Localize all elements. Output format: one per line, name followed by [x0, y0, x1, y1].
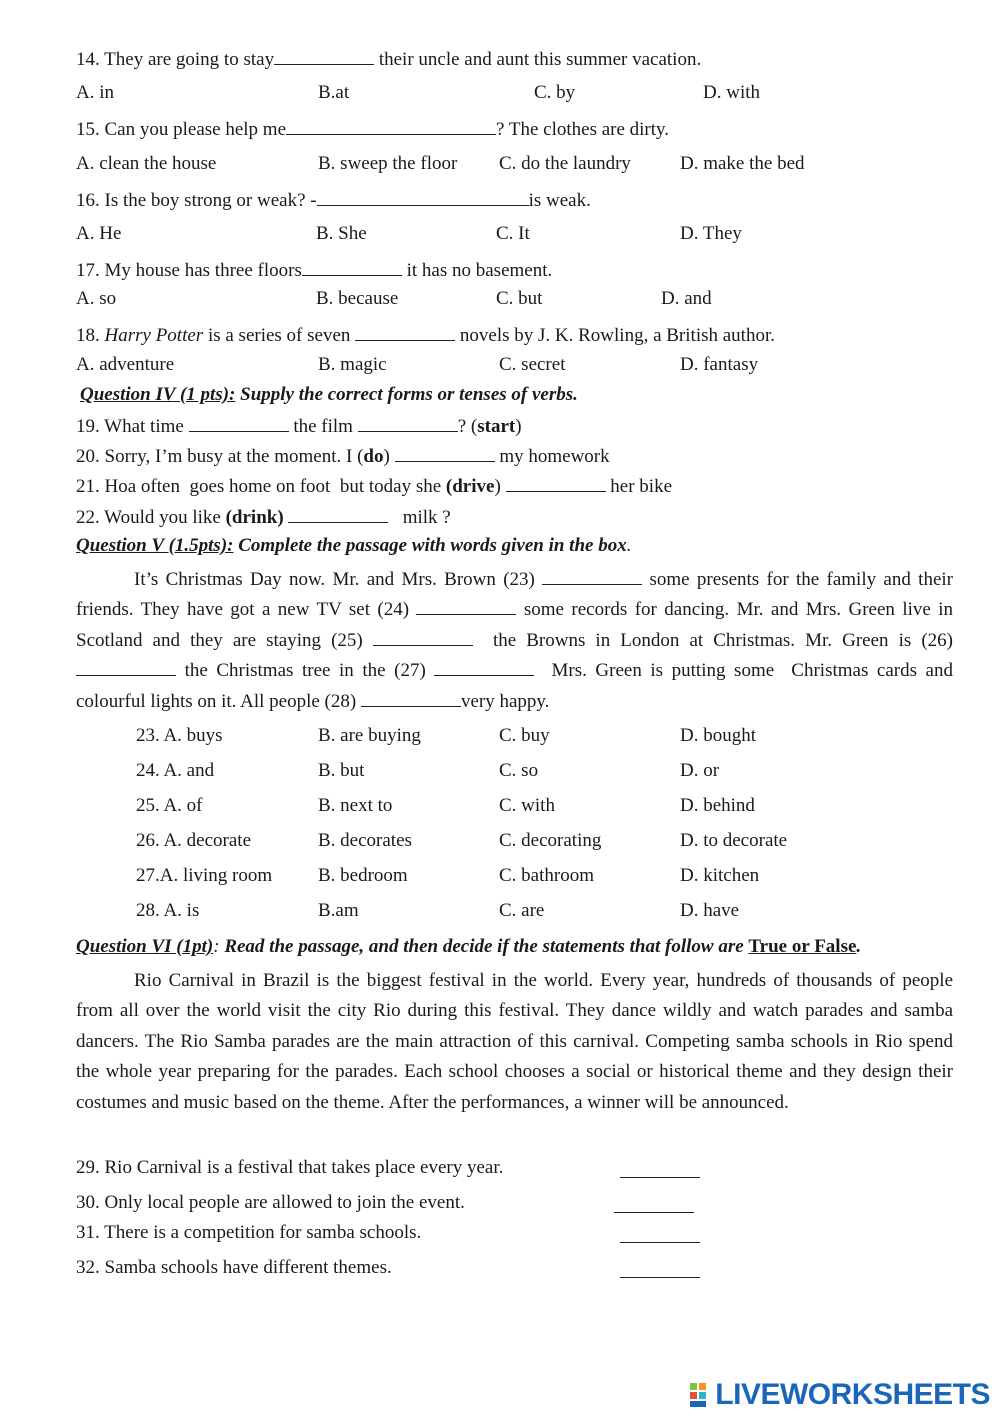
option[interactable]: D. and: [661, 288, 712, 309]
answer-blank[interactable]: [434, 658, 534, 676]
question-21: 21. Hoa often goes home on foot but today she (drive) her bike: [76, 476, 673, 497]
liveworksheets-logo: [689, 1378, 990, 1412]
option[interactable]: C. It: [496, 223, 530, 244]
true-false-blank[interactable]: [614, 1211, 694, 1213]
question-22: 22. Would you like (drink) milk ?: [76, 507, 451, 528]
option[interactable]: A. He: [76, 223, 122, 244]
option[interactable]: C. buy: [499, 725, 550, 746]
answer-blank[interactable]: [189, 414, 289, 432]
option[interactable]: C. are: [499, 900, 545, 921]
statement-30: 30. Only local people are allowed to join the event.: [76, 1192, 465, 1213]
option[interactable]: 26. A. decorate: [136, 830, 252, 851]
option[interactable]: A. adventure: [76, 354, 175, 375]
answer-blank[interactable]: [358, 414, 458, 432]
question-16: 16. Is the boy strong or weak? - is weak.: [76, 190, 591, 211]
option[interactable]: D. make the bed: [680, 153, 805, 174]
option[interactable]: C. decorating: [499, 830, 602, 851]
section-heading-q4: Question IV (1 pts): Supply the correct forms or tenses of verbs.: [80, 384, 578, 405]
answer-blank[interactable]: [361, 689, 461, 707]
option[interactable]: D. They: [680, 223, 742, 244]
statement-29: 29. Rio Carnival is a festival that takes place every year.: [76, 1157, 504, 1178]
answer-blank[interactable]: [76, 658, 176, 676]
answer-blank[interactable]: [317, 188, 529, 206]
option[interactable]: B. are buying: [318, 725, 421, 746]
option[interactable]: B. decorates: [318, 830, 412, 851]
answer-blank[interactable]: [373, 628, 473, 646]
option[interactable]: C. so: [499, 760, 539, 781]
answer-blank[interactable]: [506, 474, 606, 492]
answer-blank[interactable]: [274, 47, 374, 65]
answer-blank[interactable]: [288, 505, 388, 523]
option[interactable]: A. in: [76, 82, 114, 103]
question-18: 18. Harry Potter is a series of seven novels by J. K. Rowling, a British author.: [76, 325, 775, 346]
option[interactable]: B.at: [318, 82, 350, 103]
true-false-blank[interactable]: [620, 1176, 700, 1178]
question-15: 15. Can you please help me ? The clothes are dirty.: [76, 119, 670, 140]
true-false-blank[interactable]: [620, 1276, 700, 1278]
option[interactable]: 25. A. of: [136, 795, 203, 816]
option[interactable]: B. magic: [318, 354, 387, 375]
option[interactable]: D. bought: [680, 725, 756, 746]
passage-rio-carnival: Rio Carnival in Brazil is the biggest festival in the world. Every year, hundreds of thousands of people from all over the world visit the city Rio during this festival. They dance wildly and watch parades and samba dancers. The Rio Samba parades are the main attraction of this carnival. Competing samba schools in Rio spend the whole year preparing for the parades. Each school chooses a social or historical theme and they design their costumes and music based on the theme. After the performances, a winner will be announced.: [76, 970, 953, 1113]
answer-blank[interactable]: [416, 597, 516, 615]
question-17: 17. My house has three floors it has no basement.: [76, 260, 553, 281]
option[interactable]: 28. A. is: [136, 900, 200, 921]
option[interactable]: A. so: [76, 288, 117, 309]
option[interactable]: A. clean the house: [76, 153, 217, 174]
option[interactable]: B. because: [316, 288, 399, 309]
answer-blank[interactable]: [395, 444, 495, 462]
option[interactable]: B. bedroom: [318, 865, 408, 886]
option[interactable]: B. but: [318, 760, 365, 781]
option[interactable]: B.am: [318, 900, 359, 921]
option[interactable]: D. fantasy: [680, 354, 759, 375]
true-false-blank[interactable]: [620, 1241, 700, 1243]
answer-blank[interactable]: [302, 258, 402, 276]
option[interactable]: C. bathroom: [499, 865, 594, 886]
statement-31: 31. There is a competition for samba schools.: [76, 1222, 422, 1243]
option[interactable]: B. next to: [318, 795, 393, 816]
option[interactable]: C. with: [499, 795, 555, 816]
liveworksheets-logo-icon: [689, 1381, 715, 1409]
option[interactable]: C. do the laundry: [499, 153, 631, 174]
option[interactable]: D. to decorate: [680, 830, 788, 851]
question-20: 20. Sorry, I’m busy at the moment. I (do) my homework: [76, 446, 610, 467]
section-heading-q6: Question VI (1pt): Read the passage, and then decide if the statements that follow are True or False.: [76, 936, 862, 957]
option[interactable]: 27.A. living room: [136, 865, 273, 886]
passage-christmas: It’s Christmas Day now. Mr. and Mrs. Brown (23) some presents for the family and their friends. They have got a new TV set (24) some records for dancing. Mr. and Mrs. Green live in Scotland and they are staying (25) the Browns in London at Christmas. Mr. Green is (26) the Christmas tree in the (27) Mrs. Green is putting some Christmas cards and colourful lights on it. All people (28) very happy.: [76, 569, 958, 712]
logo-text: LIVEWORKSHEETS: [715, 1378, 990, 1411]
option[interactable]: D. have: [680, 900, 740, 921]
answer-blank[interactable]: [355, 323, 455, 341]
question-14: 14. They are going to stay their uncle and aunt this summer vacation.: [76, 49, 702, 70]
answer-blank[interactable]: [542, 567, 642, 585]
option[interactable]: D. behind: [680, 795, 755, 816]
option[interactable]: 23. A. buys: [136, 725, 223, 746]
option[interactable]: B. She: [316, 223, 367, 244]
section-heading-q5: Question V (1.5pts): Complete the passage with words given in the box.: [76, 535, 632, 556]
option[interactable]: B. sweep the floor: [318, 153, 458, 174]
option[interactable]: 24. A. and: [136, 760, 215, 781]
option[interactable]: C. secret: [499, 354, 566, 375]
answer-blank[interactable]: [286, 117, 496, 135]
option[interactable]: C. by: [534, 82, 576, 103]
option[interactable]: C. but: [496, 288, 543, 309]
question-19: 19. What time the film ? (start): [76, 416, 522, 437]
option[interactable]: D. or: [680, 760, 720, 781]
option[interactable]: D. with: [703, 82, 760, 103]
statement-32: 32. Samba schools have different themes.: [76, 1257, 392, 1278]
option[interactable]: D. kitchen: [680, 865, 760, 886]
